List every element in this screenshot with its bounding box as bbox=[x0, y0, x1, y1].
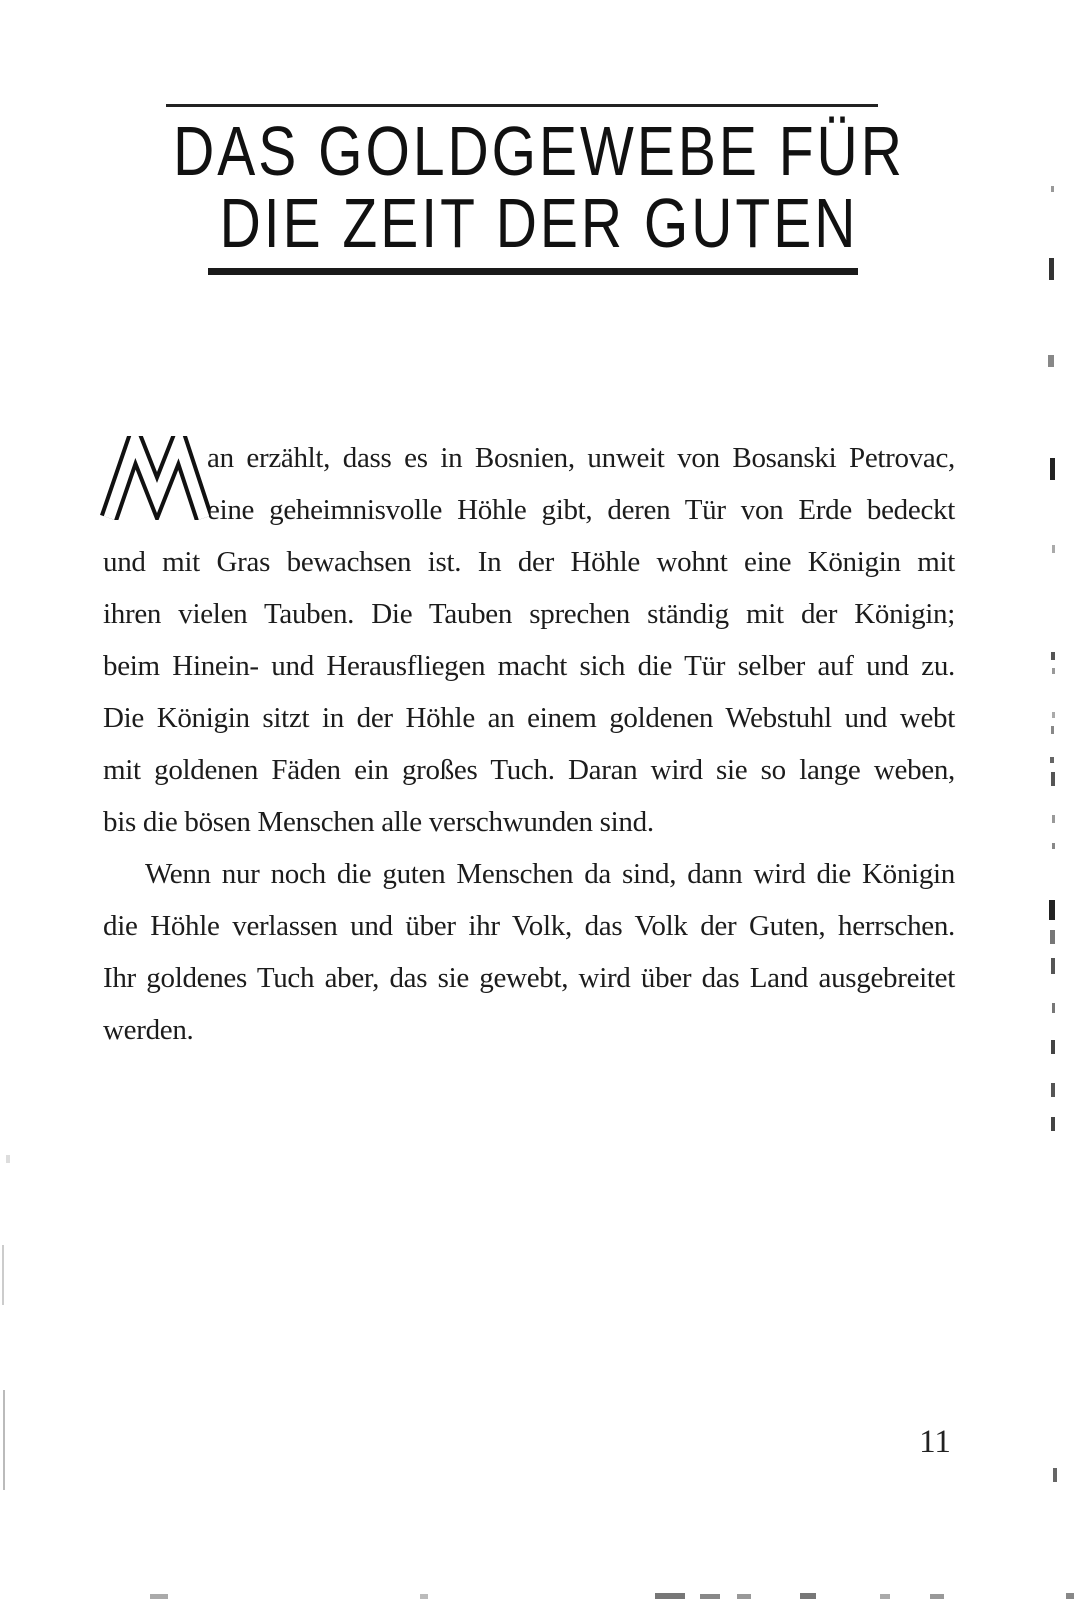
drop-cap-letter-m bbox=[100, 436, 210, 520]
body-line: eine geheimnisvolle Höhle gibt, deren Tür von Erde bedeckt bbox=[207, 494, 955, 526]
story-text bbox=[103, 432, 955, 1056]
body-line: und mit Gras bewachsen ist. In der Höhle wohnt eine Königin mit bbox=[103, 546, 955, 578]
chapter-title-line1: DAS GOLDGEWEBE FÜR bbox=[173, 112, 905, 191]
body-line: an erzählt, dass es in Bosnien, unweit von Bosanski Petrovac, bbox=[207, 442, 955, 474]
body-line: die Höhle verlassen und über ihr Volk, das Volk der Guten, herrschen. bbox=[103, 910, 955, 942]
body-line: Ihr goldenes Tuch aber, das sie gewebt, wird über das Land ausgebreitet bbox=[103, 962, 955, 994]
chapter-title-line2: DIE ZEIT DER GUTEN bbox=[219, 184, 859, 263]
body-line: werden. bbox=[103, 1014, 194, 1046]
title-bottom-rule bbox=[208, 268, 858, 275]
body-line: mit goldenen Fäden ein großes Tuch. Daran wird sie so lange weben, bbox=[103, 754, 955, 786]
page-number: 11 bbox=[919, 1424, 951, 1460]
body-line: ihren vielen Tauben. Die Tauben sprechen ständig mit der Königin; bbox=[103, 598, 955, 630]
chapter-title bbox=[60, 108, 1018, 263]
body-line: Wenn nur noch die guten Menschen da sind, dann wird die Königin bbox=[145, 858, 955, 890]
body-line: bis die bösen Menschen alle verschwunden sind. bbox=[103, 806, 654, 838]
body-line: Die Königin sitzt in der Höhle an einem goldenen Webstuhl und webt bbox=[103, 702, 955, 734]
title-top-rule bbox=[166, 104, 878, 107]
body-line: beim Hinein- und Herausfliegen macht sich die Tür selber auf und zu. bbox=[103, 650, 955, 682]
